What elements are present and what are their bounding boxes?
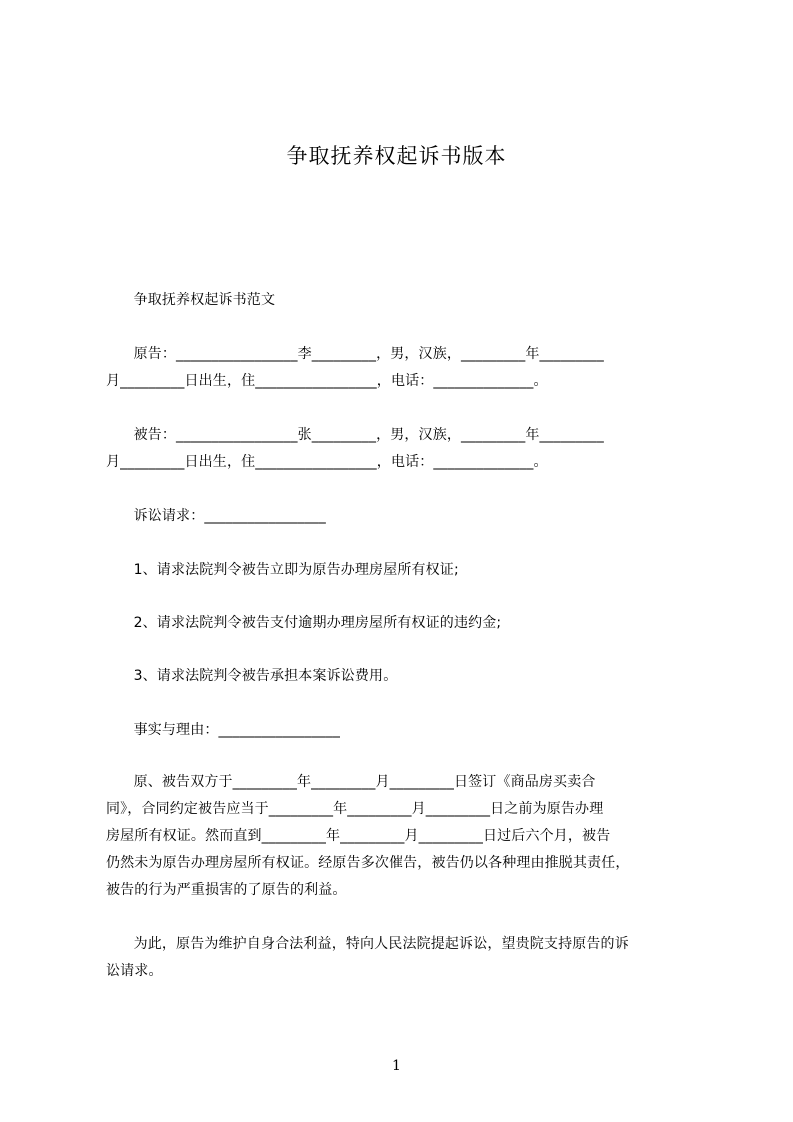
- conclusion-line-1: 为此，原告为维护自身合法利益，特向人民法院提起诉讼，望贵院支持原告的诉: [106, 936, 629, 952]
- document-title: 争取抚养权起诉书版本: [286, 144, 507, 168]
- subtitle-line: 争取抚养权起诉书范文: [106, 292, 276, 308]
- defendant-line-2: 月_________日出生，住_________________，电话：______________。: [106, 454, 548, 470]
- facts-line-2: 同》，合同约定被告应当于_________年_________月_________日之前为原告办理: [106, 801, 604, 817]
- claim-item-1: 1、请求法院判令被告立即为原告办理房屋所有权证;: [106, 562, 459, 578]
- claim-item-2: 2、请求法院判令被告支付逾期办理房屋所有权证的违约金;: [106, 615, 502, 631]
- plaintiff-line-2: 月_________日出生，住_________________，电话：______________。: [106, 373, 548, 389]
- claims-heading: 诉讼请求：_________________: [106, 508, 326, 524]
- facts-line-1: 原、被告双方于_________年_________月_________日签订《商品房买卖合: [106, 774, 596, 790]
- facts-line-5: 被告的行为严重损害的了原告的利益。: [106, 882, 347, 898]
- facts-line-3: 房屋所有权证。然而直到_________年_________月_________日过后六个月，被告: [106, 828, 611, 844]
- facts-heading: 事实与理由：_________________: [106, 722, 341, 738]
- plaintiff-line-1: 原告：_________________李_________，男，汉族，_________年_________: [106, 346, 604, 362]
- facts-line-4: 仍然未为原告办理房屋所有权证。经原告多次催告，被告仍以各种理由推脱其责任，: [106, 855, 630, 871]
- conclusion-line-2: 讼请求。: [106, 963, 163, 979]
- page-number: 1: [392, 1058, 401, 1074]
- defendant-line-1: 被告：_________________张_________，男，汉族，_________年_________: [106, 427, 604, 443]
- claim-item-3: 3、请求法院判令被告承担本案诉讼费用。: [106, 668, 398, 684]
